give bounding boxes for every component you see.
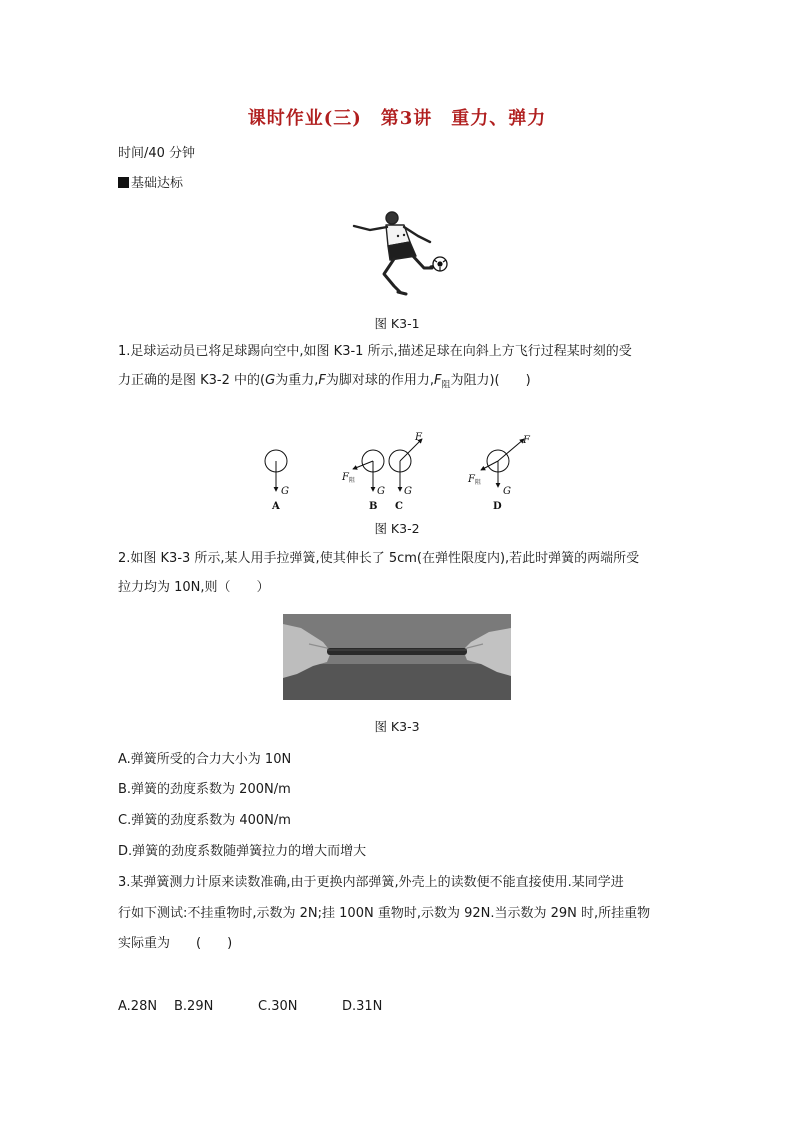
option-label-d: D (493, 501, 502, 512)
question-1-line-2: 力正确的是图 K3-2 中的(G为重力,F为脚对球的作用力$,F_阻$为阻力)( ) (118, 373, 531, 391)
question-3-line-3: 实际重为 ( ) (118, 936, 233, 951)
question-2-line-2: 拉力均为 10N,则（ ） (118, 580, 270, 595)
question-1-line-1: 1.足球运动员已将足球踢向空中,如图 K3-1 所示,描述足球在向斜上方飞行过程某时刻的受 (118, 344, 632, 359)
section-marker-icon (118, 177, 129, 188)
section-label: 基础达标 (131, 176, 184, 191)
time-limit: 时间/40 分钟 (118, 146, 196, 161)
force-label-f-d: F (523, 435, 530, 446)
soccer-player-figure (344, 208, 450, 300)
question-2-line-1: 2.如图 K3-3 所示,某人用手拉弹簧,使其伸长了 5cm(在弹性限度内),若此时弹簧的两端所受 (118, 551, 640, 566)
question-3-option-d: D.31N (342, 999, 383, 1014)
page-title: 课时作业(三) 第3讲 重力、弹力 (247, 108, 547, 129)
figure-k3-2-caption: 图 K3-2 (374, 521, 420, 536)
force-label-f-c: F (415, 432, 422, 443)
force-label-g-b: G (377, 486, 385, 497)
force-label-g-d: G (503, 486, 511, 497)
option-label-c: C (395, 501, 403, 512)
force-label-fr-d: $F_阻$ (468, 474, 481, 486)
question-3-line-1: 3.某弹簧测力计原来读数准确,由于更换内部弹簧,外壳上的读数便不能直接使用.某同学进 (118, 875, 624, 890)
force-diagram-figure (255, 425, 545, 515)
question-3-option-a: A.28N (118, 999, 158, 1014)
question-2-option-c: C.弹簧的劲度系数为 400N/m (118, 813, 291, 828)
spring-photo (283, 614, 511, 700)
question-3-line-2: 行如下测试:不挂重物时,示数为 2N;挂 100N 重物时,示数为 92N.当示数为 29N 时,所挂重物 (118, 906, 651, 921)
soccer-ball-icon (433, 257, 447, 271)
question-2-option-a: A.弹簧所受的合力大小为 10N (118, 752, 292, 767)
figure-k3-3-caption: 图 K3-3 (374, 719, 420, 734)
question-3-option-c: C.30N (258, 999, 298, 1014)
force-label-fr-b: $F_阻$ (342, 472, 355, 484)
question-2-option-d: D.弹簧的劲度系数随弹簧拉力的增大而增大 (118, 844, 367, 859)
question-3-option-b: B.29N (174, 999, 214, 1014)
option-label-a: A (272, 501, 280, 512)
figure-k3-1-caption: 图 K3-1 (374, 316, 420, 331)
force-label-g-a: G (281, 486, 289, 497)
section-heading (118, 176, 183, 192)
question-2-option-b: B.弹簧的劲度系数为 200N/m (118, 782, 291, 797)
option-label-b: B (369, 501, 378, 512)
force-label-g-c: G (404, 486, 412, 497)
